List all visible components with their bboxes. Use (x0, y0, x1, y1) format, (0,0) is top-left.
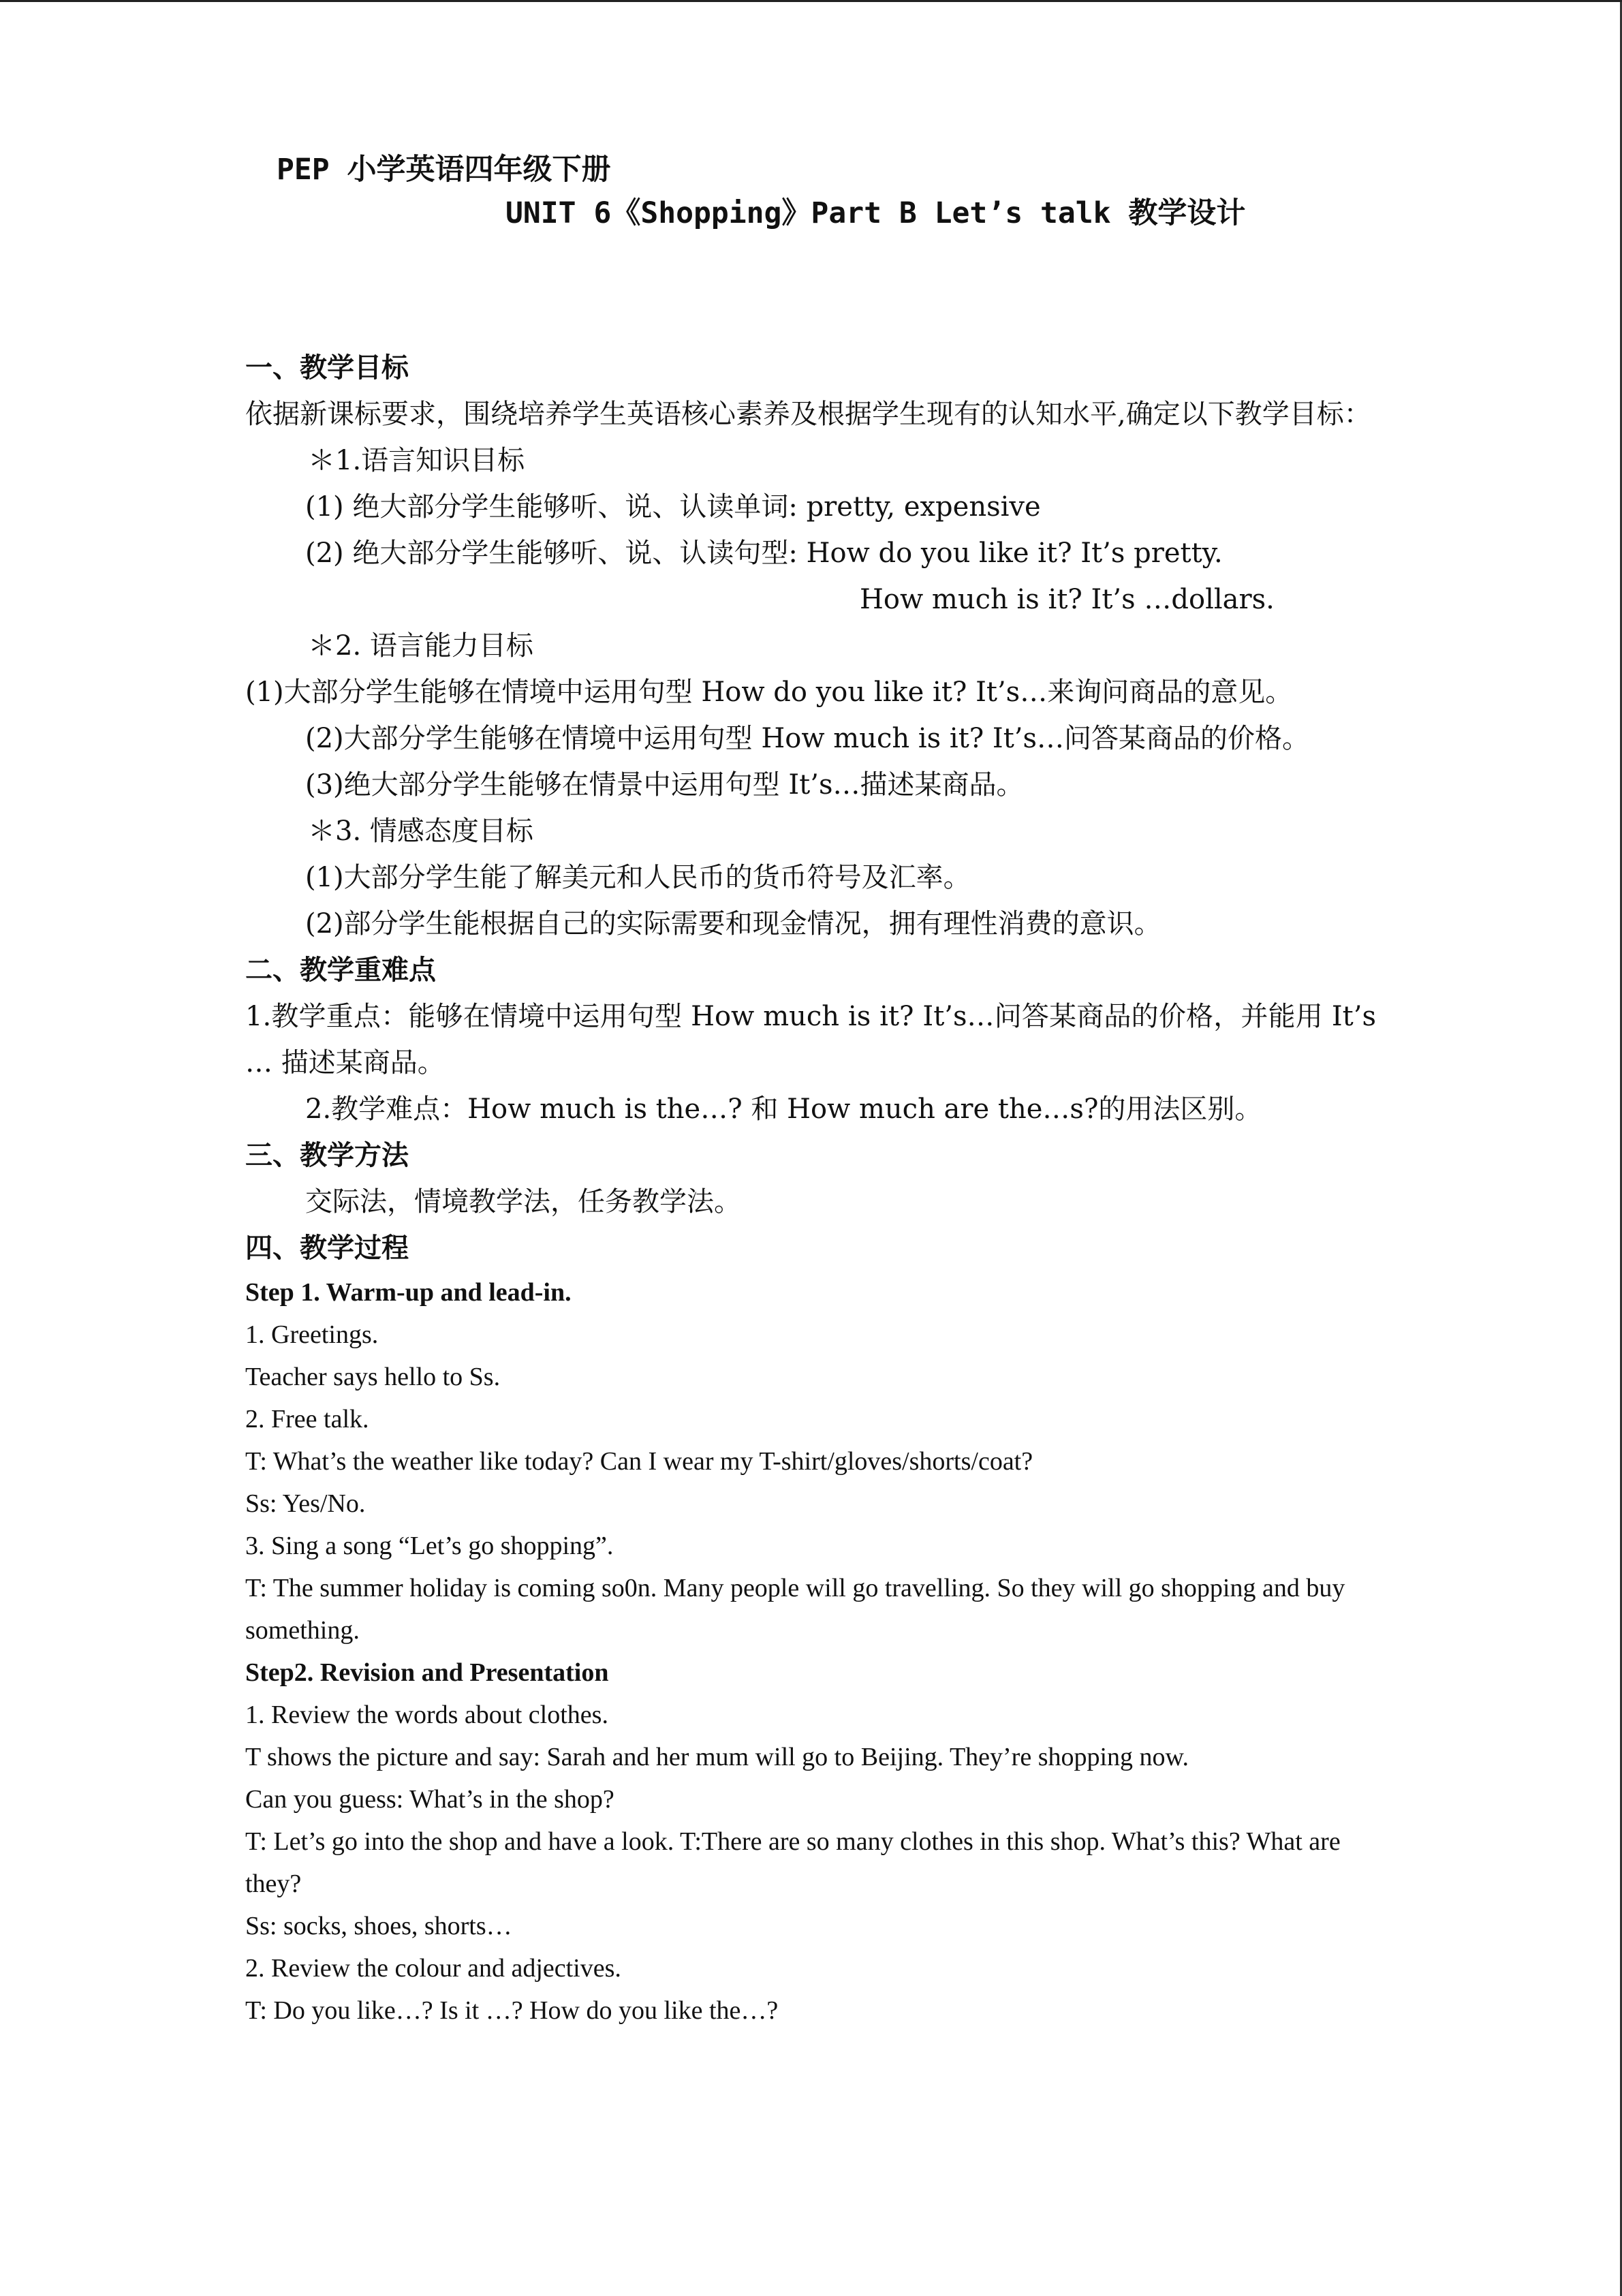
document-body (245, 149, 1376, 2032)
objectives-intro: 依据新课标要求，围绕培养学生英语核心素养及根据学生现有的认知水平,确定以下教学目标： (245, 399, 1371, 430)
goal1-item2: (2) 绝大部分学生能够听、说、认读句型: How do you like it? It’s pretty. (305, 538, 1223, 569)
step2-title: Step2. Revision and Presentation (245, 1658, 609, 1687)
section-heading-methods: 三、教学方法 (245, 1140, 409, 1171)
process-line: Can you guess: What’s in the shop? (245, 1785, 614, 1814)
process-paragraph: T: The summer holiday is coming so0n. Many people will go travelling. So they will go shopping and buy something. (245, 1574, 1345, 1645)
teaching-methods: 交际法，情境教学法，任务教学法。 (305, 1186, 741, 1217)
goal1-title: ＊1.语言知识目标 (308, 445, 525, 476)
difficulty-point: 2.教学难点：How much is the…? 和 How much are the…s?的用法区别。 (305, 1093, 1262, 1125)
process-line: 2. Free talk. (245, 1405, 369, 1433)
process-line: 1. Greetings. (245, 1320, 379, 1349)
goal2-item2: (2)大部分学生能够在情境中运用句型 How much is it? It’s…问答某商品的价格。 (305, 723, 1310, 754)
goal2-item3: (3)绝大部分学生能够在情景中运用句型 It’s…描述某商品。 (305, 769, 1024, 801)
process-line: 3. Sing a song “Let’s go shopping”. (245, 1532, 614, 1560)
process-line: T shows the picture and say: Sarah and her mum will go to Beijing. They’re shopping now. (245, 1743, 1189, 1771)
section-heading-key-points: 二、教学重难点 (245, 955, 436, 986)
goal2-item1: (1)大部分学生能够在情境中运用句型 How do you like it? It’s…来询问商品的意见。 (245, 677, 1293, 708)
process-paragraph: T: Let’s go into the shop and have a look. T:There are so many clothes in this shop. What’s this? What are they? (245, 1827, 1341, 1898)
goal1-item2-continued: How much is it? It’s …dollars. (860, 584, 1275, 615)
process-line: Ss: socks, shoes, shorts… (245, 1912, 512, 1940)
goal1-item1: (1) 绝大部分学生能够听、说、认读单词: pretty, expensive (305, 491, 1041, 523)
section-heading-objectives: 一、教学目标 (245, 352, 409, 384)
goal3-item1: (1)大部分学生能了解美元和人民币的货币符号及汇率。 (305, 862, 971, 893)
process-line: T: Do you like…? Is it …? How do you like the…? (245, 1996, 779, 2025)
process-line: 2. Review the colour and adjectives. (245, 1954, 621, 1983)
goal2-title: ＊2. 语言能力目标 (308, 630, 533, 662)
process-line: T: What’s the weather like today? Can I wear my T-shirt/gloves/shorts/coat? (245, 1447, 1033, 1476)
step1-title: Step 1. Warm-up and lead-in. (245, 1278, 572, 1307)
document-title-line-1: PEP 小学英语四年级下册 (277, 153, 611, 187)
process-line: 1. Review the words about clothes. (245, 1701, 608, 1729)
goal3-item2: (2)部分学生能根据自己的实际需要和现金情况，拥有理性消费的意识。 (305, 908, 1161, 940)
document-title-line-2: UNIT 6《Shopping》Part B Let’s talk 教学设计 (505, 196, 1246, 230)
process-line: Ss: Yes/No. (245, 1489, 366, 1518)
goal3-title: ＊3. 情感态度目标 (308, 816, 533, 847)
key-point: 1.教学重点：能够在情境中运用句型 How much is it? It’s…问答某商品的价格，并能用 It’s … 描述某商品。 (245, 1001, 1376, 1079)
section-heading-process: 四、教学过程 (245, 1232, 409, 1264)
process-line: Teacher says hello to Ss. (245, 1363, 501, 1391)
